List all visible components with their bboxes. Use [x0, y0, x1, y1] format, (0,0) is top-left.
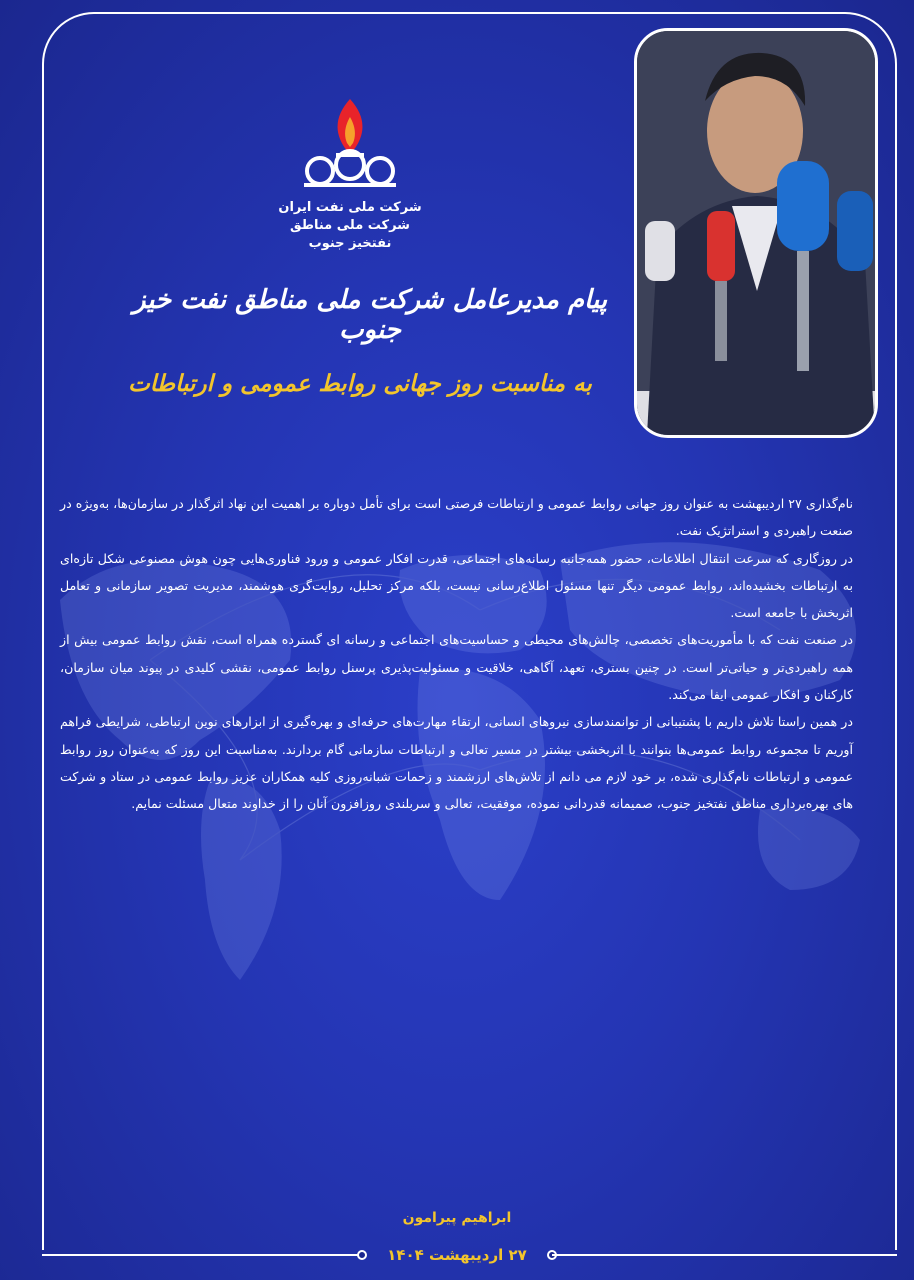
page-title: پیام مدیرعامل شرکت ملی مناطق نفت خیز جنوب — [132, 285, 608, 345]
divider-right — [552, 1254, 897, 1256]
paragraph-3: در صنعت نفت که با مأموریت‌های تخصصی، چالش‌های محیطی و حساسیت‌های اجتماعی و رسانه ای گسترده همراه است، نقش روابط عمومی بیش از همه راهبردی‌تر و حیاتی‌تر است. در چنین بستری، تعهد، آگاهی، خلاقیت و مسئولیت‌پذیری پرسنل روابط عمومی، نقشی کلیدی در پیوند میان سازمان، کارکنان و افکار عمومی ایفا می‌کند. — [60, 632, 853, 703]
logo-line-1: شرکت ملی نفت ایران — [278, 200, 422, 215]
message-body — [60, 490, 853, 818]
signer-name: ابراهیم پیرامون — [402, 1210, 512, 1226]
ceo-photo — [634, 28, 878, 438]
speaker-illustration — [637, 31, 875, 435]
paragraph-4: در همین راستا تلاش داریم با پشتیبانی از توانمندسازی نیروهای انسانی، ارتقاء مهارت‌های حرفه‌ای و بهره‌گیری از ابزارهای نوین ارتباطی، شرایطی فراهم آوریم تا مجموعه روابط عمومی‌ها بتوانند با اثربخشی بیشتر در مسیر تعالی و ارتباطات سازمانی گام بردارند. به‌مناسبت این روز که به‌عنوان روز روابط عمومی و ارتباطات نام‌گذاری شده، بر خود لازم می دانم از تلاش‌های ارزشمند و زحمات شبانه‌روزی کلیه همکاران عزیز روابط عمومی در ستاد و شرکت های بهره‌برداری مناطق نفتخیز جنوب، صمیمانه قدردانی نموده، موفقیت، تعالی و سربلندی روزافزون آنان را از خداوند متعال مسئلت نمایم. — [60, 714, 853, 812]
message-date: ۲۷ اردیبهشت ۱۴۰۴ — [387, 1246, 527, 1264]
logo-line-2: شرکت ملی مناطق نفتخیز جنوب — [290, 218, 410, 251]
paragraph-1: نام‌گذاری ۲۷ اردیبهشت به عنوان روز جهانی روابط عمومی و ارتباطات فرصتی است برای تأمل دوباره بر اهمیت این نهاد اثرگذار در سازمان‌ها، به‌ویژه در صنعت راهبردی و استراتژیک نفت. — [60, 496, 854, 539]
flame-emblem-icon — [290, 95, 410, 195]
divider-left — [42, 1254, 362, 1256]
page-subtitle: به مناسبت روز جهانی روابط عمومی و ارتباطات — [128, 370, 592, 397]
date-row — [0, 1243, 914, 1269]
company-logo — [270, 95, 430, 251]
paragraph-2: در روزگاری که سرعت انتقال اطلاعات، حضور همه‌جانبه رسانه‌های اجتماعی، قدرت افکار عمومی و ورود فناوری‌هایی چون هوش مصنوعی شکل تازه‌ای به ارتباطات بخشیده‌اند، روابط عمومی دیگر تنها مسئول اطلاع‌رسانی نیست، بلکه مرکز تحلیل، روایت‌گری هوشمند، مدیریت تصویر سازمانی و تعامل اثربخش با جامعه است. — [60, 550, 853, 621]
